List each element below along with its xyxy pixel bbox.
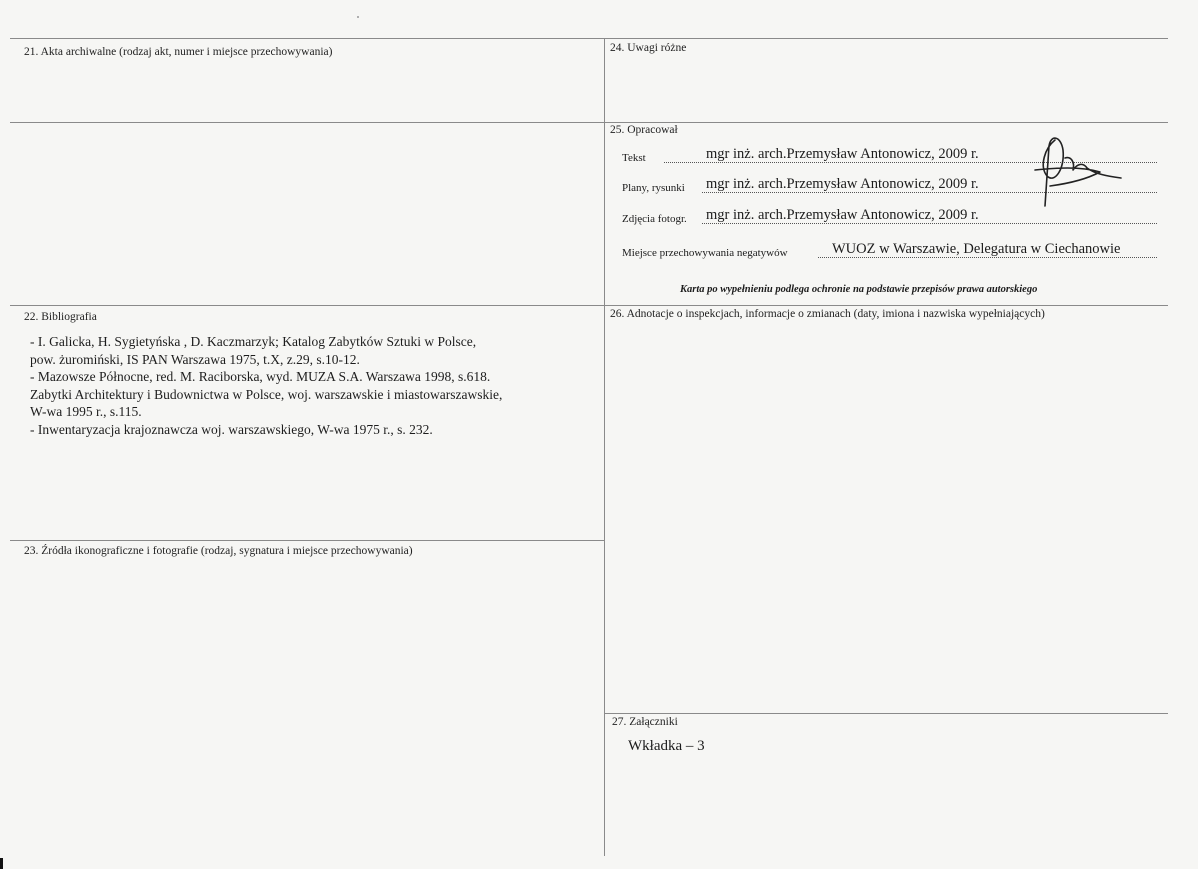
plany-value: mgr inż. arch.Przemysław Antonowicz, 2009 r. <box>706 176 979 192</box>
section-21-label: 21. Akta archiwalne (rodzaj akt, numer i miejsce przechowywania) <box>24 46 333 58</box>
zdjecia-value: mgr inż. arch.Przemysław Antonowicz, 2009 r. <box>706 207 979 223</box>
tekst-value: mgr inż. arch.Przemysław Antonowicz, 2009 r. <box>706 146 979 162</box>
negatywy-row <box>622 239 1157 261</box>
section-23-label: 23. Źródła ikonograficzne i fotografie (rodzaj, sygnatura i miejsce przechowywania) <box>24 545 413 557</box>
negatywy-value: WUOZ w Warszawie, Delegatura w Ciechanowie <box>832 241 1121 257</box>
bibliography-line: - I. Galicka, H. Sygietyńska , D. Kaczmarzyk; Katalog Zabytków Sztuki w Polsce, <box>30 334 477 349</box>
section-24-label: 24. Uwagi różne <box>610 42 687 54</box>
section-25-label: 25. Opracował <box>610 124 678 136</box>
bibliography-line: - Inwentaryzacja krajoznawcza woj. warszawskiego, W-wa 1975 r., s. 232. <box>30 421 433 437</box>
negatywy-label: Miejsce przechowywania negatywów <box>622 247 788 259</box>
bibliography-line: - Mazowsze Północne, red. M. Raciborska, wyd. MUZA S.A. Warszawa 1998, s.618. <box>30 369 491 384</box>
bibliography-line: Zabytki Architektury i Budownictwa w Polsce, woj. warszawskie i miastowarszawskie, <box>30 386 503 402</box>
scan-speck <box>357 16 359 18</box>
divider-21-bottom <box>10 122 1168 123</box>
bibliography-line: pow. żuromiński, IS PAN Warszawa 1975, t.X, z.29, s.10-12. <box>30 351 360 367</box>
divider-22-bottom <box>10 540 604 541</box>
bibliography-list <box>30 333 600 438</box>
center-divider <box>604 38 605 856</box>
tekst-label: Tekst <box>622 152 646 164</box>
top-border <box>10 38 1168 39</box>
section-27-label: 27. Załączniki <box>612 716 678 728</box>
attachments-value: Wkładka – 3 <box>628 738 705 754</box>
copyright-notice: Karta po wypełnieniu podlega ochronie na podstawie przepisów prawa autorskiego <box>680 284 1038 295</box>
divider-26-bottom <box>604 713 1168 714</box>
zdjecia-label: Zdjęcia fotogr. <box>622 213 687 225</box>
bibliography-line: W-wa 1995 r., s.115. <box>30 404 142 419</box>
plany-label: Plany, rysunki <box>622 182 685 194</box>
divider-25-bottom <box>10 305 1168 306</box>
handwritten-signature <box>1025 128 1125 220</box>
section-22-label: 22. Bibliografia <box>24 311 97 323</box>
section-26-label: 26. Adnotacje o inspekcjach, informacje o zmianach (daty, imiona i nazwiska wypełniających) <box>610 308 1045 320</box>
scan-edge-mark <box>0 858 3 869</box>
